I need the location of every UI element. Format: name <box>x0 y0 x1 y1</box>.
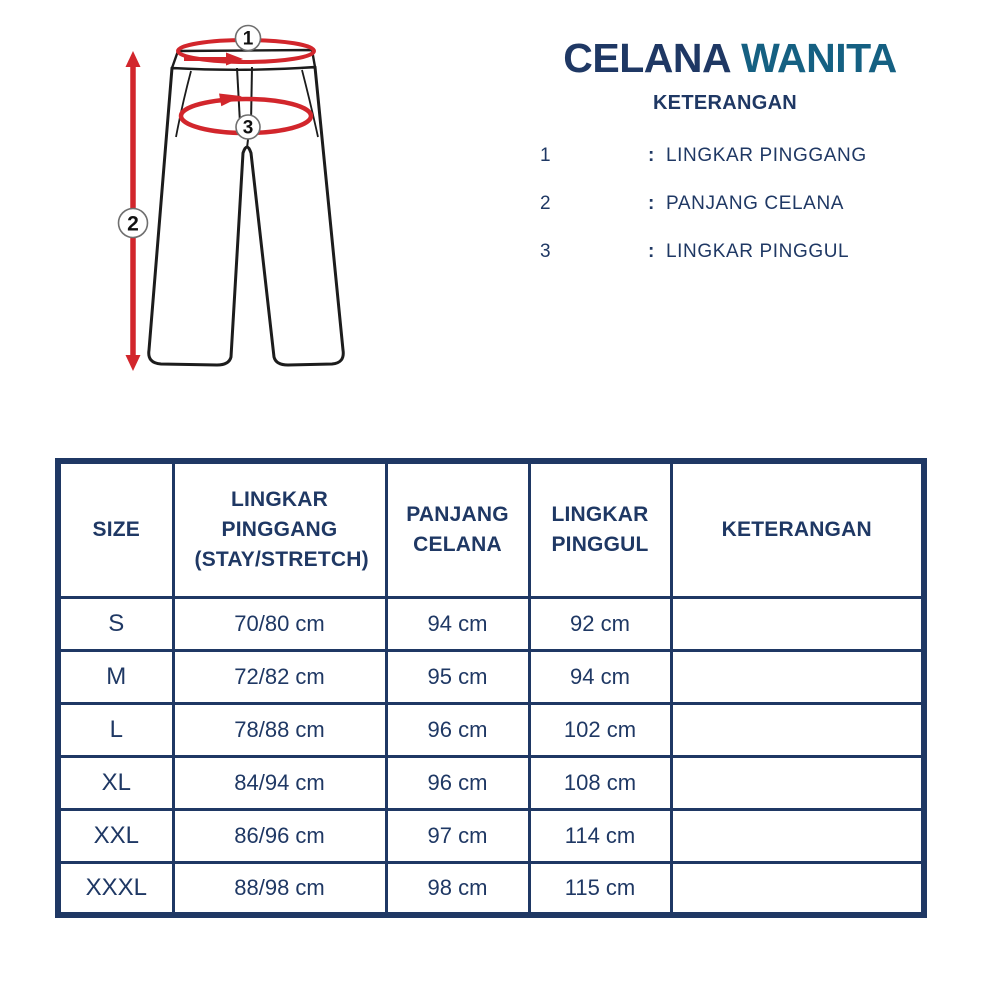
cell-length: 96 cm <box>386 756 529 809</box>
cell-size: XL <box>58 756 173 809</box>
table-row-l <box>58 703 924 756</box>
size-table <box>55 458 927 918</box>
marker-badge-3 <box>236 115 260 139</box>
cell-notes <box>671 597 924 650</box>
legend-colon: : <box>648 193 655 214</box>
cell-length: 98 cm <box>386 862 529 915</box>
cell-length: 97 cm <box>386 809 529 862</box>
cell-hip: 108 cm <box>529 756 671 809</box>
cell-hip: 115 cm <box>529 862 671 915</box>
legend-item-hip <box>530 228 960 276</box>
marker-1-label: 1 <box>242 28 254 50</box>
marker-2-label: 2 <box>127 212 139 236</box>
table-row-xxxl <box>58 862 924 915</box>
cell-hip: 102 cm <box>529 703 671 756</box>
legend-item-length <box>530 180 960 228</box>
page-title <box>520 34 940 82</box>
legend-label: LINGKAR PINGGANG <box>666 145 867 166</box>
legend-label: LINGKAR PINGGUL <box>666 241 850 262</box>
cell-length: 96 cm <box>386 703 529 756</box>
pants-diagram <box>90 10 410 395</box>
cell-notes <box>671 862 924 915</box>
table-row-m <box>58 650 924 703</box>
cell-hip: 94 cm <box>529 650 671 703</box>
header-row <box>58 461 924 597</box>
cell-length: 95 cm <box>386 650 529 703</box>
cell-hip: 92 cm <box>529 597 671 650</box>
legend-heading: KETERANGAN <box>652 92 798 114</box>
col-header-notes: KETERANGAN <box>671 461 924 597</box>
cell-notes <box>671 650 924 703</box>
legend-number: 2 <box>540 193 551 214</box>
table-row-s <box>58 597 924 650</box>
cell-waist: 88/98 cm <box>173 862 386 915</box>
cell-notes <box>671 756 924 809</box>
legend-label: PANJANG CELANA <box>666 193 845 214</box>
legend-colon: : <box>648 241 655 262</box>
table-row-xl <box>58 756 924 809</box>
cell-waist: 70/80 cm <box>173 597 386 650</box>
col-header-size: SIZE <box>58 461 173 597</box>
title-primary: CELANA <box>563 35 732 81</box>
col-header-waist: LINGKAR PINGGANG (STAY/STRETCH) <box>173 461 386 597</box>
title-secondary: WANITA <box>741 35 897 81</box>
legend-colon: : <box>648 145 655 166</box>
size-table-header <box>58 461 924 597</box>
table-row-xxl <box>58 809 924 862</box>
cell-size: M <box>58 650 173 703</box>
size-table-body <box>58 597 924 915</box>
cell-waist: 78/88 cm <box>173 703 386 756</box>
col-header-length: PANJANG CELANA <box>386 461 529 597</box>
cell-size: L <box>58 703 173 756</box>
cell-length: 94 cm <box>386 597 529 650</box>
cell-size: S <box>58 597 173 650</box>
col-header-hip: LINGKAR PINGGUL <box>529 461 671 597</box>
marker-badge-1 <box>236 26 261 51</box>
legend-number: 3 <box>540 241 551 262</box>
marker-badge-2 <box>119 209 148 238</box>
cell-size: XXL <box>58 809 173 862</box>
cell-notes <box>671 809 924 862</box>
legend-list <box>530 132 960 276</box>
cell-hip: 114 cm <box>529 809 671 862</box>
legend-number: 1 <box>540 145 551 166</box>
legend-item-waist <box>530 132 960 180</box>
cell-size: XXXL <box>58 862 173 915</box>
cell-waist: 84/94 cm <box>173 756 386 809</box>
marker-3-label: 3 <box>242 117 254 139</box>
cell-waist: 72/82 cm <box>173 650 386 703</box>
cell-waist: 86/96 cm <box>173 809 386 862</box>
pants-diagram-svg <box>90 10 410 395</box>
cell-notes <box>671 703 924 756</box>
